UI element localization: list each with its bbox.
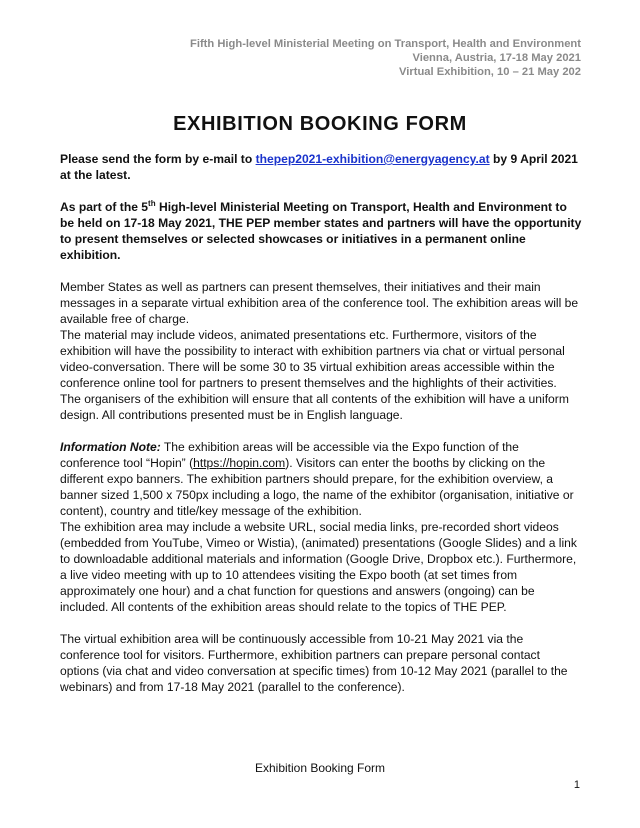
paragraph-closing: The virtual exhibition area will be continuously accessible from 10-21 May 2021 via the conference tool for visitors. Furthermore, exhibition partners can prepare personal contact options (via chat and video conversation at specific times) from 10-12 May 2021 (parallel to the webinars) and from 17-18 May 2021 (parallel to the conference). — [60, 632, 568, 694]
lead-prefix: As part of the 5 — [60, 200, 149, 214]
page-footer: Exhibition Booking Form — [254, 761, 386, 775]
intro-suffix: by 9 April 2021 at the latest. — [60, 152, 578, 182]
document-body — [60, 151, 582, 695]
page-number: 1 — [573, 779, 580, 791]
paragraph-material: The material may include videos, animated presentations etc. Furthermore, visitors of the exhibition will have the possibility to interact with exhibition partners via chat or virtual personal video-conversation. There will be some 30 to 35 virtual exhibition areas accessible within the conference online tool for partners to present themselves and the highlights of their activities. — [60, 328, 565, 390]
lead-superscript: th — [148, 198, 156, 208]
header-meeting-title: Fifth High-level Ministerial Meeting on Transport, Health and Environment — [190, 38, 581, 50]
hopin-link[interactable]: https://hopin.com — [193, 456, 286, 470]
page-title: EXHIBITION BOOKING FORM — [173, 113, 467, 135]
header-location-date: Vienna, Austria, 17-18 May 2021 — [412, 52, 581, 64]
paragraph-organisers: The organisers of the exhibition will ensure that all contents of the exhibition will have a uniform design. All contributions presented must be in English language. — [60, 392, 569, 422]
header-exhibition-dates: Virtual Exhibition, 10 – 21 May 202 — [399, 66, 581, 78]
information-note-label: Information Note: — [60, 440, 161, 454]
lead-rest: High-level Ministerial Meeting on Transport, Health and Environment to be held on 17-18 May 2021, THE PEP member states and partners will have the opportunity to present themselves or selected showcases or initiatives in a permanent online exhibition. — [60, 200, 582, 262]
information-note-paragraph — [60, 439, 582, 519]
information-note-text-cont: ). Visitors can enter the booths by clicking on the different expo banners. The exhibition partners should prepare, for the exhibition overview, a banner sized 1,500 x 750px including a logo, the name of the exhibitor (organisation, initiative or content), country and title/key message of the exhibition. — [60, 456, 574, 518]
document-header — [161, 37, 581, 79]
paragraph-exhibition-area: The exhibition area may include a website URL, social media links, pre-recorded short videos (embedded from YouTube, Vimeo or Wistia), (animated) presentations (Google Slides) and a link to downloadable additional materials and information (Google Drive, Dropbox etc.). Furthermore, a live video meeting with up to 10 attendees visiting the Expo booth (at set times from approximately one hour) and a chat function for questions and answers (ongoing) can be included. All contents of the exhibition areas should relate to the topics of THE PEP. — [60, 520, 577, 614]
information-note-text: The exhibition areas will be accessible via the Expo function of the conference tool “Hopin” ( — [60, 440, 519, 470]
lead-paragraph — [60, 199, 582, 263]
intro-paragraph — [60, 151, 582, 183]
email-link[interactable]: thepep2021-exhibition@energyagency.at — [255, 152, 490, 166]
intro-prefix: Please send the form by e-mail to — [60, 152, 256, 166]
paragraph-member-states: Member States as well as partners can present themselves, their initiatives and their main messages in a separate virtual exhibition area of the conference tool. The exhibition areas will be available free of charge. — [60, 280, 579, 326]
